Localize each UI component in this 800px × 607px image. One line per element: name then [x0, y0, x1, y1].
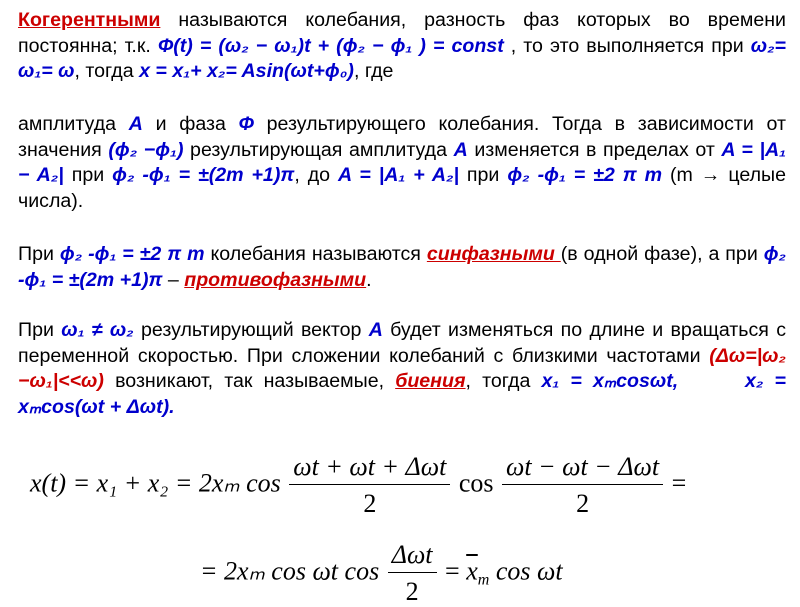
text: , где [353, 60, 394, 82]
text: амплитуда [18, 113, 129, 135]
text: называются колебания, разность фаз которых во времени постоянна; т.к. [18, 9, 786, 57]
beats-formula-line2 [200, 540, 563, 607]
x-bar-subscript: m [477, 571, 490, 589]
text: (m → целые числа). [18, 164, 786, 212]
text: возникают, так называемые, [103, 370, 396, 392]
formula-lhs: x(t) = x₁ + x₂ = 2xₘ cos [30, 468, 281, 498]
beats-formula-line1 [30, 452, 686, 519]
fraction-1 [289, 452, 450, 519]
symbol-phi: Ф [238, 113, 254, 135]
text: будет изменяться по длине и вращаться с переменной скоростью. При сложении колебаний с близкими частотами [18, 319, 786, 367]
text: результирующая амплитуда [183, 138, 454, 161]
amplitude-min: A = |A₁ − A₂| [18, 138, 786, 186]
term-inphase: синфазными [426, 243, 561, 265]
symbol-a: А [128, 113, 143, 135]
fraction-2 [502, 452, 663, 519]
text: при [63, 164, 113, 186]
text: изменяется в пределах от [467, 138, 722, 161]
text: , тогда [74, 60, 140, 82]
amplitude-max: A = |A₁ + A₂| [337, 164, 459, 186]
fraction-3 [388, 540, 437, 607]
text: . [366, 268, 372, 291]
text: и фаза [142, 113, 239, 135]
text: результирующий вектор [133, 319, 369, 341]
condition-inphase: ϕ₂ -ϕ₁ = ±2 π m [59, 243, 205, 265]
term-coherent: Когерентными [18, 9, 161, 31]
equals-sign: = [671, 468, 687, 498]
symbol-a: А [368, 319, 383, 341]
close-frequency-condition: (Δω=|ω₂ −ω₁|<<ω) [18, 344, 786, 392]
x-bar-symbol: $\overline{x}$ [466, 556, 478, 586]
text: При [18, 243, 60, 265]
fraction-denominator: 2 [363, 489, 377, 518]
term-beats: биения [395, 370, 466, 392]
text: , то это выполняется при [503, 34, 751, 57]
equals-sign: = [445, 556, 460, 586]
fraction-numerator: ωt − ωt − Δωt [502, 452, 663, 485]
text: – [162, 268, 185, 291]
condition-antiphase: ϕ₂ -ϕ₁ = ±(2m +1)π [112, 164, 295, 186]
text: при [458, 164, 508, 186]
condition-antiphase: ϕ₂ -ϕ₁ = ±(2m +1)π [18, 243, 787, 291]
phase-difference: (ϕ₂ −ϕ₁) [108, 138, 184, 161]
formula-lhs: = 2xₘ cos ωt cos [200, 556, 380, 586]
paragraph-amplitude [18, 112, 786, 214]
sum-formula: x = x₁+ x₂= Asin(ωt+ϕ₀) [139, 60, 354, 82]
cos-label: cos [458, 468, 494, 498]
spacer [678, 370, 745, 392]
term-antiphase: противофазными [184, 268, 367, 291]
symbol-a: А [453, 138, 468, 161]
freq-equality: ω₂= ω₁= ω [18, 34, 786, 82]
fraction-denominator: 2 [405, 577, 419, 606]
oscillation-x2: x₂ = xₘcos(ωt + Δωt). [18, 370, 786, 418]
fraction-numerator: ωt + ωt + Δωt [289, 452, 450, 485]
text: (в одной фазе), а при [560, 243, 764, 265]
condition-inphase: ϕ₂ -ϕ₁ = ±2 π m [507, 164, 663, 186]
text: результирующего колебания. Тогда в зависимости от значения [18, 113, 786, 161]
paragraph-phases [18, 242, 786, 293]
text: При [18, 319, 62, 341]
fraction-numerator: Δωt [388, 540, 437, 573]
text: , тогда [465, 370, 542, 392]
oscillation-x1: x₁ = xₘcosωt, [541, 370, 679, 392]
formula-rhs: cos ωt [489, 556, 563, 586]
freq-inequality: ω₁ ≠ ω₂ [61, 319, 134, 341]
phase-formula: Ф(t) = (ω₂ − ω₁)t + (ϕ₂ − ϕ₁ ) = const [157, 34, 504, 57]
paragraph-coherent [18, 8, 786, 85]
text: , до [294, 164, 338, 186]
paragraph-beats [18, 318, 786, 420]
text: колебания называются [204, 243, 427, 265]
fraction-denominator: 2 [576, 489, 590, 518]
